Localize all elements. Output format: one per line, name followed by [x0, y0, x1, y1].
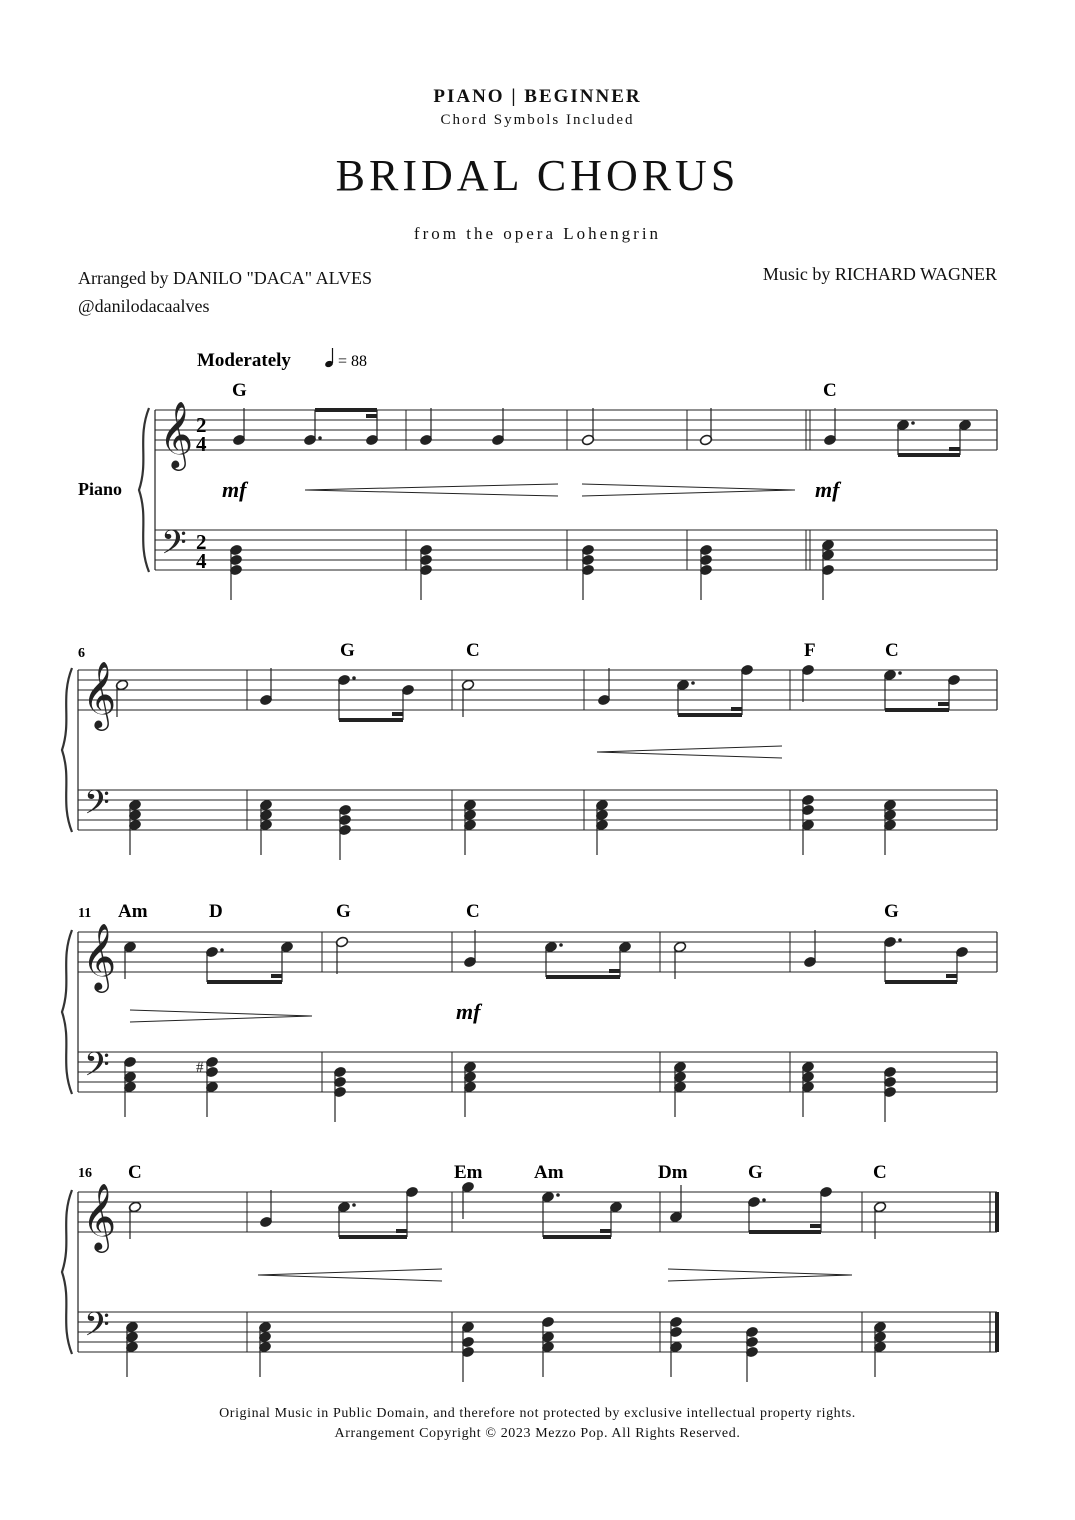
footer [0, 1404, 1075, 1444]
piece-title: BRIDAL CHORUS [335, 151, 740, 200]
chord-symbol: G [884, 901, 899, 922]
treble-clef-icon: 𝄞 [82, 662, 117, 727]
augmentation-dot [318, 436, 322, 440]
dynamic-mf-1: mf [222, 477, 247, 502]
tempo-text: Moderately [197, 350, 291, 371]
system-1-signatures [196, 413, 207, 573]
hairpin-diminuendo [582, 490, 795, 496]
chord-symbol: Am [534, 1162, 564, 1183]
chord-symbol: G [232, 380, 247, 401]
quarter-note-icon [324, 348, 334, 368]
arranger-credit: Arranged by DANILO "DACA" ALVES [78, 268, 373, 288]
chord-symbol: C [885, 640, 899, 661]
treble-clef-icon: 𝄞 [159, 402, 194, 467]
measure-number-16: 16 [78, 1166, 92, 1181]
chord-symbol: G [340, 640, 355, 661]
chord-symbol: C [466, 901, 480, 922]
chord-symbols-note: Chord Symbols Included [440, 112, 635, 128]
augmentation-dot [911, 421, 915, 425]
hairpin-crescendo [305, 490, 558, 496]
augmentation-dot [762, 1198, 766, 1202]
chord-symbol: Em [454, 1162, 483, 1183]
instrument-level: PIANO | BEGINNER [433, 86, 642, 107]
chord-symbol: Dm [658, 1162, 688, 1183]
measure-number-11: 11 [78, 906, 92, 921]
chord-symbol: C [128, 1162, 142, 1183]
augmentation-dot [898, 938, 902, 942]
hairpin-crescendo [597, 746, 782, 752]
tempo-value: = 88 [338, 353, 368, 370]
chord-symbol: C [823, 380, 837, 401]
chord-symbol: C [466, 640, 480, 661]
footer-copyright: Arrangement Copyright © 2023 Mezzo Pop. All Rights Reserved. [334, 1426, 741, 1441]
chord-symbol: G [336, 901, 351, 922]
hairpin-crescendo [305, 484, 558, 490]
instrument-label: Piano [78, 479, 123, 499]
hairpin-diminuendo [668, 1275, 852, 1281]
dynamic-mf-2: mf [815, 477, 840, 502]
treble-clef-icon: 𝄞 [82, 1184, 117, 1249]
bass-clef-icon: 𝄢 [84, 784, 110, 829]
time-sig-bottom-bass: 4 [196, 549, 207, 573]
time-sig-top-treble: 2 [196, 413, 207, 437]
augmentation-dot [691, 681, 695, 685]
brace-icon [62, 1190, 72, 1354]
bass-clef-icon: 𝄢 [161, 524, 187, 569]
bass-clef-icon: 𝄢 [84, 1306, 110, 1351]
chord-symbol: C [873, 1162, 887, 1183]
brace-icon [62, 668, 72, 832]
brace-icon [139, 408, 149, 572]
hairpin-crescendo [597, 752, 782, 758]
time-sig-bottom-treble: 4 [196, 432, 207, 456]
augmentation-dot [898, 671, 902, 675]
chord-symbol: D [209, 901, 223, 922]
composer-credit: Music by RICHARD WAGNER [762, 264, 997, 284]
chord-symbol: Am [118, 901, 148, 922]
augmentation-dot [220, 948, 224, 952]
measure-number-6: 6 [78, 646, 85, 661]
augmentation-dot [352, 1203, 356, 1207]
dynamic-mf-3: mf [456, 999, 481, 1024]
treble-clef-icon: 𝄞 [82, 924, 117, 989]
bass-clef-icon: 𝄢 [84, 1046, 110, 1091]
hairpin-crescendo [258, 1269, 442, 1275]
brace-icon [62, 930, 72, 1094]
augmentation-dot [556, 1193, 560, 1197]
chord-symbol: F [804, 640, 816, 661]
augmentation-dot [352, 676, 356, 680]
arranger-handle: @danilodacaalves [78, 296, 210, 316]
augmentation-dot [559, 943, 563, 947]
time-sig-top-bass: 2 [196, 530, 207, 554]
hairpin-diminuendo [668, 1269, 852, 1275]
sharp-accidental: # [196, 1060, 204, 1076]
hairpin-crescendo [258, 1275, 442, 1281]
chord-symbol: G [748, 1162, 763, 1183]
hairpin-diminuendo [130, 1010, 312, 1016]
piece-subtitle: from the opera Lohengrin [413, 224, 662, 243]
footer-public-domain: Original Music in Public Domain, and therefore not protected by exclusive intellectual property rights. [219, 1406, 856, 1421]
hairpin-diminuendo [582, 484, 795, 490]
hairpin-diminuendo [130, 1016, 312, 1022]
